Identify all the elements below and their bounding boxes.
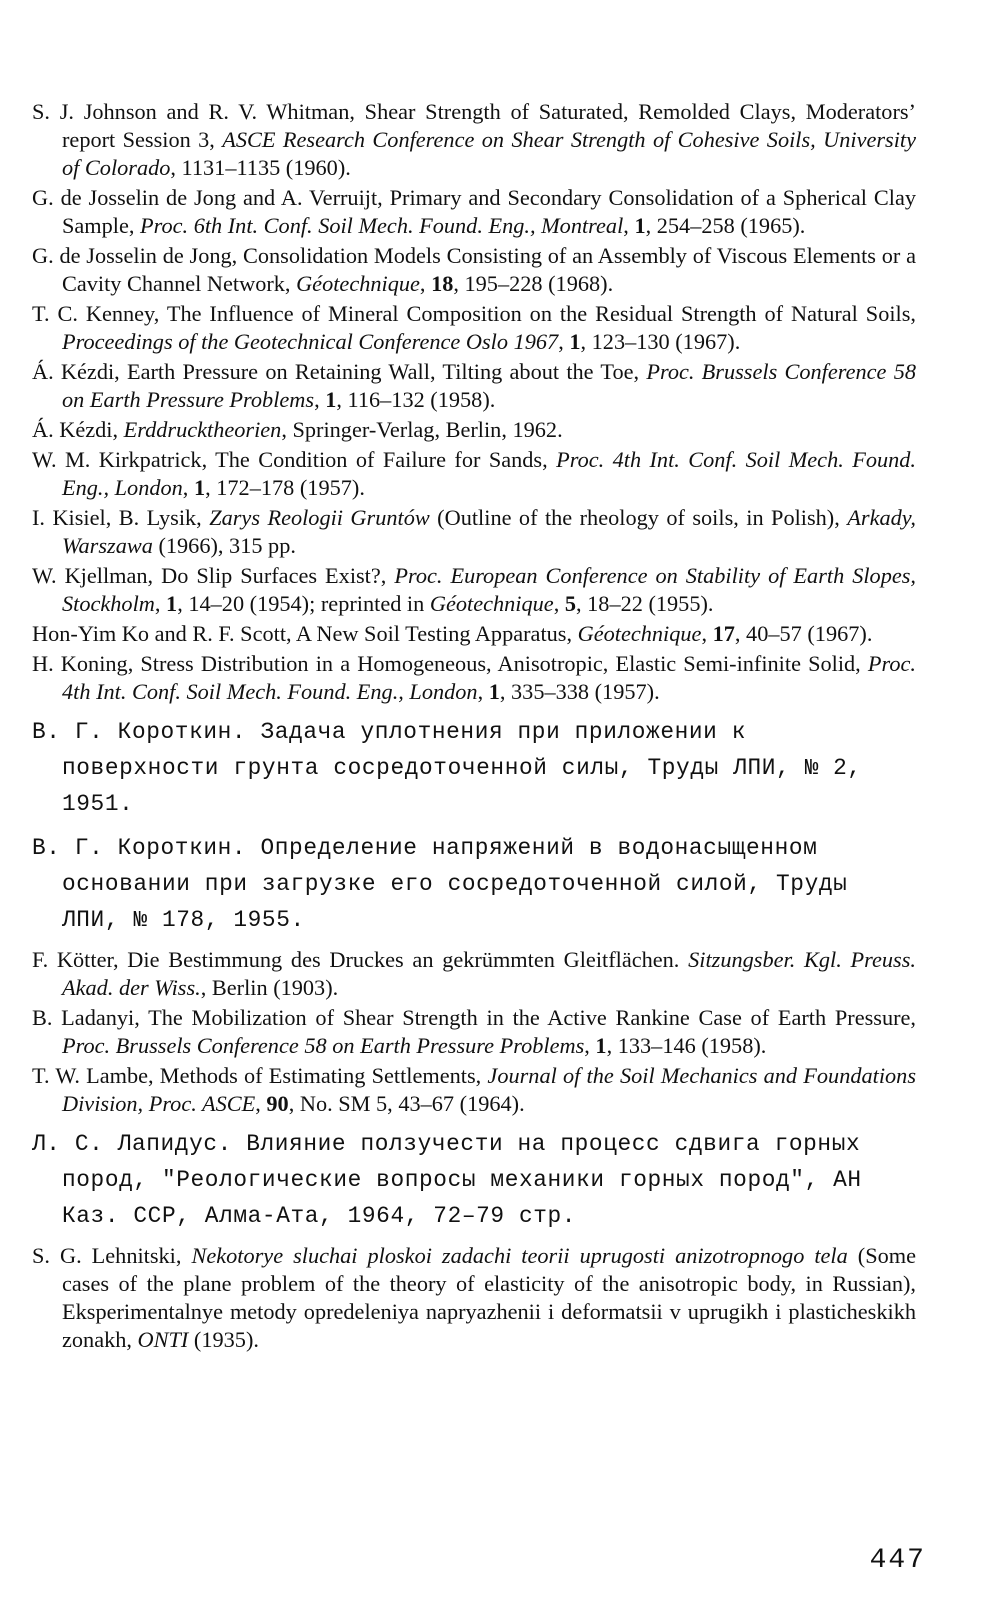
reference-text: Á. Kézdi, Earth Pressure on Retaining Wall, Tilting about the Toe, bbox=[32, 359, 647, 384]
reference-entry bbox=[32, 830, 916, 938]
reference-text: , 335–338 (1957). bbox=[499, 679, 660, 704]
reference-italic-text: Proc. European Conference on Stability of Earth Slopes, Stockholm bbox=[62, 563, 916, 616]
reference-text: S. J. Johnson and R. V. Whitman, Shear Strength of Saturated, Remolded Clays, Moderators’ report Session 3, bbox=[32, 99, 916, 152]
reference-entry bbox=[32, 562, 916, 618]
reference-italic-text: ONTI bbox=[137, 1327, 189, 1352]
reference-italic-text: Zarys Reologii Gruntów bbox=[209, 505, 430, 530]
reference-volume-number: 17 bbox=[712, 621, 735, 646]
reference-text: G. de Josselin de Jong, Consolidation Models Consisting of an Assembly of Viscous Elements or a Cavity Channel Network, bbox=[32, 243, 916, 296]
reference-text: (Some cases of the plane problem of the theory of elasticity of the anisotropic body, in Russian), Eksperimentalnye metody opredeleniya napryazhenii i deformatsii v uprugikh i plasticheskikh zonakh, bbox=[62, 1243, 916, 1352]
reference-text: Á. Kézdi, bbox=[32, 417, 124, 442]
reference-italic-text: Géotechnique bbox=[577, 621, 702, 646]
reference-text: В. Г. Короткин. Определение напряжений в водонасыщенном основании при загрузке его сосредоточенной силой, Труды ЛПИ, № 178, 1955. bbox=[32, 835, 848, 933]
reference-text: , bbox=[623, 213, 635, 238]
reference-italic-text: Nekotorye sluchai ploskoi zadachi teorii uprugosti anizotropnogo tela bbox=[191, 1243, 848, 1268]
reference-entry bbox=[32, 1242, 916, 1354]
reference-volume-number: 1 bbox=[488, 679, 500, 704]
reference-entry bbox=[32, 446, 916, 502]
reference-italic-text: Proc. 4th Int. Conf. Soil Mech. Found. Eng., London bbox=[62, 651, 916, 704]
reference-entry bbox=[32, 416, 916, 444]
reference-text: H. Koning, Stress Distribution in a Homogeneous, Anisotropic, Elastic Semi-infinite Solid, bbox=[32, 651, 868, 676]
reference-text: B. Ladanyi, The Mobilization of Shear Strength in the Active Rankine Case of Earth Pressure, bbox=[32, 1005, 916, 1030]
reference-text: , 172–178 (1957). bbox=[205, 475, 365, 500]
reference-text: S. G. Lehnitski, bbox=[32, 1243, 192, 1268]
reference-italic-text: Géotechnique bbox=[429, 591, 554, 616]
reference-text: , bbox=[314, 387, 326, 412]
reference-italic-text: Erddrucktheorien bbox=[123, 417, 282, 442]
reference-italic-text: Géotechnique bbox=[296, 271, 420, 296]
reference-volume-number: 18 bbox=[431, 271, 454, 296]
reference-entry bbox=[32, 504, 916, 560]
reference-text: Hon-Yim Ko and R. F. Scott, A New Soil Testing Apparatus, bbox=[32, 621, 578, 646]
reference-italic-text: Proc. Brussels Conference 58 on Earth Pressure Problems bbox=[62, 1033, 585, 1058]
reference-volume-number: 1 bbox=[634, 213, 646, 238]
reference-text: , 116–132 (1958). bbox=[336, 387, 496, 412]
reference-text: T. W. Lambe, Methods of Estimating Settlements, bbox=[32, 1063, 488, 1088]
reference-text: , bbox=[701, 621, 713, 646]
reference-entry bbox=[32, 358, 916, 414]
reference-text: , Springer-Verlag, Berlin, 1962. bbox=[281, 417, 563, 442]
reference-volume-number: 1 bbox=[166, 591, 178, 616]
reference-text: (1935). bbox=[188, 1327, 259, 1352]
reference-entry bbox=[32, 98, 916, 182]
reference-text: W. M. Kirkpatrick, The Condition of Failure for Sands, bbox=[32, 447, 557, 472]
reference-text: F. Kötter, Die Bestimmung des Druckes an gekrümmten Gleitflächen. bbox=[32, 947, 689, 972]
reference-volume-number: 1 bbox=[595, 1033, 607, 1058]
reference-text: G. de Josselin de Jong and A. Verruijt, Primary and Secondary Consolidation of a Spherical Clay Sample, bbox=[32, 185, 916, 238]
reference-italic-text: Sitzungsber. Kgl. Preuss. Akad. der Wiss. bbox=[62, 947, 916, 1000]
reference-italic-text: Proc. 4th Int. Conf. Soil Mech. Found. Eng., London bbox=[62, 447, 917, 500]
reference-italic-text: Arkady, Warszawa bbox=[62, 505, 916, 558]
reference-entry bbox=[32, 1062, 916, 1118]
reference-volume-number: 1 bbox=[325, 387, 337, 412]
reference-volume-number: 1 bbox=[193, 475, 206, 500]
reference-text: , 40–57 (1967). bbox=[734, 621, 873, 646]
reference-text: , 133–146 (1958). bbox=[606, 1033, 767, 1058]
reference-entry bbox=[32, 1004, 916, 1060]
reference-entry bbox=[32, 242, 916, 298]
reference-text: , 1131–1135 (1960). bbox=[170, 155, 351, 180]
reference-text: I. Kisiel, B. Lysik, bbox=[32, 505, 210, 530]
reference-text: (Outline of the rheology of soils, in Polish), bbox=[429, 505, 848, 530]
reference-entry bbox=[32, 946, 916, 1002]
reference-text: , No. SM 5, 43–67 (1964). bbox=[288, 1091, 525, 1116]
reference-text: , bbox=[477, 679, 489, 704]
reference-text: В. Г. Короткин. Задача уплотнения при приложении к поверхности грунта сосредоточенной силы, Труды ЛПИ, № 2, 1951. bbox=[32, 719, 862, 817]
reference-text: Л. С. Лапидус. Влияние ползучести на процесс сдвига горных пород, "Реологические вопросы механики горных пород", АН Каз. ССР, Алма-Ата, 1964, 72–79 стр. bbox=[32, 1131, 862, 1229]
reference-text: , bbox=[182, 475, 194, 500]
reference-volume-number: 90 bbox=[266, 1091, 289, 1116]
reference-text: , Berlin (1903). bbox=[200, 975, 339, 1000]
page-number: 447 bbox=[869, 1545, 926, 1576]
reference-entry bbox=[32, 184, 916, 240]
reference-entry bbox=[32, 1126, 916, 1234]
reference-text: , bbox=[553, 591, 565, 616]
reference-text: , bbox=[255, 1091, 267, 1116]
reference-italic-text: Proc. 6th Int. Conf. Soil Mech. Found. Eng., Montreal bbox=[140, 213, 624, 238]
reference-text: (1966), 315 pp. bbox=[152, 533, 296, 558]
reference-entry bbox=[32, 300, 916, 356]
reference-italic-text: Journal of the Soil Mechanics and Foundations Division, Proc. ASCE bbox=[62, 1063, 916, 1116]
reference-text: , 18–22 (1955). bbox=[576, 591, 714, 616]
reference-text: , 254–258 (1965). bbox=[645, 213, 806, 238]
reference-italic-text: Proc. Brussels Conference 58 on Earth Pressure Problems bbox=[62, 359, 916, 412]
reference-text: W. Kjellman, Do Slip Surfaces Exist?, bbox=[32, 563, 395, 588]
reference-entry bbox=[32, 714, 916, 822]
reference-entry bbox=[32, 620, 916, 648]
reference-text: , bbox=[419, 271, 432, 296]
reference-list bbox=[32, 98, 916, 1356]
reference-italic-text: ASCE Research Conference on Shear Strength of Cohesive Soils, University of Colorado bbox=[62, 127, 916, 180]
reference-text: , bbox=[558, 329, 570, 354]
reference-text: , bbox=[584, 1033, 596, 1058]
reference-text: T. C. Kenney, The Influence of Mineral Composition on the Residual Strength of Natural Soils, bbox=[32, 301, 916, 326]
reference-text: , 123–130 (1967). bbox=[580, 329, 741, 354]
reference-text: , 195–228 (1968). bbox=[453, 271, 614, 296]
reference-text: , bbox=[154, 591, 167, 616]
reference-italic-text: Proceedings of the Geotechnical Conference Oslo 1967 bbox=[62, 329, 559, 354]
reference-text: , 14–20 (1954); reprinted in bbox=[177, 591, 430, 616]
reference-volume-number: 5 bbox=[564, 591, 576, 616]
reference-volume-number: 1 bbox=[569, 329, 581, 354]
reference-entry bbox=[32, 650, 916, 706]
